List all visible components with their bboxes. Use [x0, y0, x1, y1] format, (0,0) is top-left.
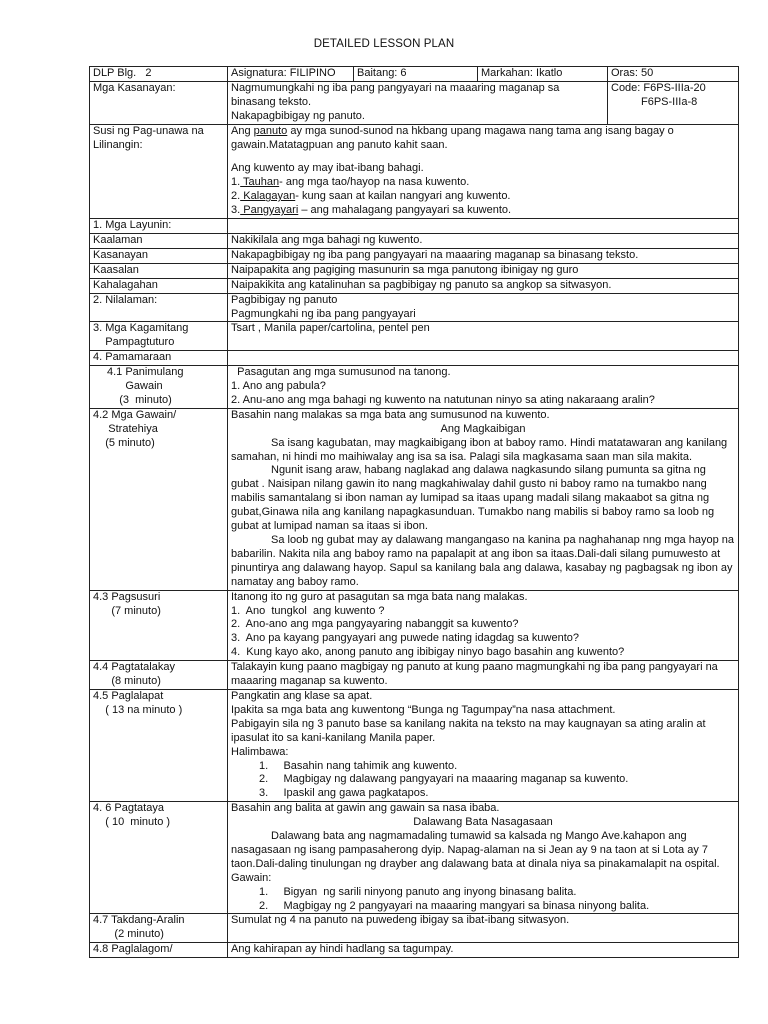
- bahagi-term: Pangyayari: [240, 204, 299, 217]
- panimulang-line: 2. Anu-ano ang mga bahagi ng kuwento na natutunan ninyo sa ating nakaraang aralin?: [231, 393, 655, 406]
- pagsusuri-item: 3. Ano pa kayang pangyayari ang puwede nating idagdag sa kuwento?: [231, 632, 579, 645]
- bahagi-item-2: [231, 190, 735, 204]
- bahagi-item-1: [231, 176, 735, 190]
- kasanayan-line-1: Nagmumungkahi ng iba pang pangyayari na maaaring maganap sa: [231, 81, 560, 94]
- kahalagahan-label: Kahalagahan: [90, 278, 228, 293]
- bahagi-term: Kalagayan: [240, 190, 296, 203]
- gawain-intro: Basahin nang malakas sa mga bata ang sumusunod na kuwento.: [231, 408, 550, 421]
- code-2: F6PS-IIIa-8: [641, 95, 698, 108]
- kahalagahan-text: Naipakikita ang katalinuhan sa pagbibigay ng panuto sa angkop sa sitwasyon.: [228, 278, 739, 293]
- kasanayan-obj-row: [90, 248, 739, 263]
- layunin-row: [90, 219, 739, 234]
- panuto-term: panuto: [253, 124, 288, 137]
- dlp-number: DLP Blg. 2: [90, 67, 228, 82]
- paglalapat-line: Pabigayin sila ng 3 panuto base sa kanilang nakita na teksto na may kaugnayan sa ating aralin at ipasulat ito sa kani-kanilang Manila paper.: [231, 717, 706, 744]
- takdang-text: Sumulat ng 4 na panuto na puwedeng ibigay sa ibat-ibang sitwasyon.: [228, 914, 739, 943]
- bahagi-desc: - kung saan at kailan nangyari ang kuwento.: [295, 190, 511, 203]
- nilalaman-content: [228, 293, 739, 322]
- bahagi-num: 3.: [231, 204, 241, 217]
- pagtataya-content: [228, 802, 739, 914]
- kaalaman-label: Kaalaman: [90, 233, 228, 248]
- paglalapat-line: Pangkatin ang klase sa apat.: [231, 689, 373, 702]
- panimulang-row: [90, 366, 739, 409]
- asignatura: Asignatura: FILIPINO: [228, 67, 354, 82]
- baitang: Baitang: 6: [354, 67, 478, 82]
- pamamaraan-label: 4. Pamamaraan: [90, 351, 228, 366]
- kaasalan-text: Naipapakita ang pagiging masunurin sa mga panutong ibinigay ng guro: [228, 263, 739, 278]
- paglalagom-text: Ang kahirapan ay hindi hadlang sa tagumpay.: [228, 943, 739, 958]
- paglalapat-label: 4.5 Paglalapat ( 13 na minuto ): [90, 689, 228, 801]
- markahan: Markahan: Ikatlo: [478, 67, 608, 82]
- kagamitan-label: 3. Mga Kagamitang Pampagtuturo: [90, 322, 228, 351]
- pagsusuri-row: [90, 590, 739, 661]
- story-paragraph: Ngunit isang araw, habang naglakad ang dalawa nagkasundo silang pumunta sa gitna ng gubat . Naisipan nilang gawin ito nang magkahiwalay dahil gusto ni baboy ramo na tumakbo nang mabilis samantalang si ibon naman ay lumipad sa itaas upang madali silang makaabot sa gitna ng gubat,Ginawa nila ang kanilang napagkasunduan. Tumakbo nang mabilis si baboy ramo sa loob ng gubat at lumipad naman sa itaas si ibon.: [231, 464, 715, 533]
- paglalapat-line: Halimbawa:: [231, 745, 289, 758]
- gawain-item: 1. Bigyan ng sarili ninyong panuto ang inyong binasang balita.: [259, 885, 577, 898]
- susi-row: [90, 124, 739, 218]
- pagtatalakay-text: Talakayin kung paano magbigay ng panuto at kung paano magmungkahi ng iba pang pangyayari na maaaring maganap sa kuwento.: [228, 661, 739, 690]
- gawain-item: 2. Magbigay ng 2 pangyayari na maaaring mangyari sa binasa ninyong balita.: [259, 899, 650, 912]
- bahagi-item-3: [231, 204, 735, 218]
- kasanayan-row: [90, 81, 739, 124]
- page-title: DETAILED LESSON PLAN: [313, 38, 455, 50]
- panuto-def-rest: ay mga sunod-sunod na hkbang upang magawa nang tama ang isang bagay o gawain.Matatagpuan ang panuto kahit saan.: [231, 124, 674, 151]
- nilalaman-line-1: Pagbibigay ng panuto: [231, 293, 338, 306]
- bahagi-num: 1.: [231, 176, 241, 189]
- gawain-heading: Gawain:: [231, 871, 272, 884]
- panuto-def-start: Ang: [231, 124, 254, 137]
- panimulang-line: 1. Ano ang pabula?: [231, 380, 326, 393]
- header-row: [90, 67, 739, 82]
- pamamaraan-row: [90, 351, 739, 366]
- story-title: Ang Magkaibigan: [440, 422, 526, 435]
- kaasalan-row: [90, 263, 739, 278]
- panimulang-content: [228, 366, 739, 409]
- pagtatalakay-label: 4.4 Pagtatalakay (8 minuto): [90, 661, 228, 690]
- paglalagom-label: 4.8 Paglalagom/: [90, 943, 228, 958]
- kasanayan-obj-text: Nakapagbibigay ng iba pang pangyayari na maaaring maganap sa binasang teksto.: [228, 248, 739, 263]
- code-1: Code: F6PS-IIIa-20: [611, 81, 706, 94]
- panimulang-line: Pasagutan ang mga sumusunod na tanong.: [231, 366, 451, 379]
- oras: Oras: 50: [608, 67, 739, 82]
- halimbawa-item: 3. Ipaskil ang gawa pagkatapos.: [259, 787, 429, 800]
- kasanayan-obj-label: Kasanayan: [90, 248, 228, 263]
- kasanayan-label: Mga Kasanayan:: [90, 81, 228, 124]
- panimulang-label: 4.1 Panimulang Gawain (3 minuto): [90, 366, 228, 409]
- layunin-empty: [228, 219, 739, 234]
- pagsusuri-intro: Itanong ito ng guro at pasagutan sa mga bata nang malakas.: [231, 590, 528, 603]
- lesson-plan-table: [89, 66, 739, 958]
- kagamitan-text: Tsart , Manila paper/cartolina, pentel pen: [228, 322, 739, 351]
- susi-content: [228, 124, 739, 218]
- kaasalan-label: Kaasalan: [90, 263, 228, 278]
- paglalapat-row: [90, 689, 739, 801]
- kaalaman-text: Nakikilala ang mga bahagi ng kuwento.: [228, 233, 739, 248]
- nilalaman-row: [90, 293, 739, 322]
- kasanayan-line-3: Nakapagbibigay ng panuto.: [231, 109, 365, 122]
- halimbawa-item: 2. Magbigay ng dalawang pangyayari na maaaring maganap sa kuwento.: [259, 773, 629, 786]
- news-title: Dalawang Bata Nasagasaan: [413, 816, 553, 829]
- bahagi-num: 2.: [231, 190, 241, 203]
- layunin-label: 1. Mga Layunin:: [90, 219, 228, 234]
- pagtataya-intro: Basahin ang balita at gawin ang gawain sa nasa ibaba.: [231, 802, 500, 815]
- panuto-definition: [231, 125, 735, 153]
- pagsusuri-item: 1. Ano tungkol ang kuwento ?: [231, 604, 385, 617]
- kuwento-intro: Ang kuwento ay may ibat-ibang bahagi.: [231, 162, 424, 175]
- kasanayan-line-2: binasang teksto.: [231, 95, 312, 108]
- code-cell: [608, 81, 739, 124]
- pagtatalakay-row: [90, 661, 739, 690]
- story-paragraph: Sa loob ng gubat may ay dalawang mangangaso na kanina pa naghahanap nng mga hayop na babarilin. Nakita nila ang baboy ramo na papalapit at ang ibon sa itaas.Dali-dali silang pumuwesto at pinuntirya ang dalawang hayop. Sapul sa kanilang bala ang dalawa, kasabay ng pagbagsak ng ibon ay namatay ang baboy ramo.: [231, 534, 734, 588]
- kahalagahan-row: [90, 278, 739, 293]
- paglalapat-line: Ipakita sa mga bata ang kuwentong “Bunga ng Tagumpay”na nasa attachment.: [231, 703, 616, 716]
- pagsusuri-label: 4.3 Pagsusuri (7 minuto): [90, 590, 228, 661]
- pagtataya-label: 4. 6 Pagtataya ( 10 minuto ): [90, 802, 228, 914]
- paglalapat-content: [228, 689, 739, 801]
- pagtataya-row: [90, 802, 739, 914]
- takdang-label: 4.7 Takdang-Aralin (2 minuto): [90, 914, 228, 943]
- news-paragraph: Dalawang bata ang nagmamadaling tumawid sa kalsada ng Mango Ave.kahapon ang nasagasaan ng isang pampasaherong dyip. Napag-alaman na si Jean ay 9 na taon at si Lota ay 7 taon.Dali-daling tinulungan ng drayber ang dalawang bata at dinala niya sa pinakamalapit na ospital.: [231, 830, 720, 870]
- paglalagom-row: [90, 943, 739, 958]
- susi-label: Susi ng Pag-unawa na Lilinangin:: [90, 124, 228, 218]
- nilalaman-label: 2. Nilalaman:: [90, 293, 228, 322]
- bahagi-desc: - ang mga tao/hayop na nasa kuwento.: [279, 176, 470, 189]
- bahagi-desc: – ang mahalagang pangyayari sa kuwento.: [298, 204, 512, 217]
- bahagi-term: Tauhan: [240, 176, 280, 189]
- pagsusuri-item: 2. Ano-ano ang mga pangyayaring nabanggit sa kuwento?: [231, 618, 519, 631]
- gawain-content: [228, 408, 739, 590]
- gawain-label: 4.2 Mga Gawain/ Stratehiya (5 minuto): [90, 408, 228, 590]
- halimbawa-item: 1. Basahin nang tahimik ang kuwento.: [259, 759, 458, 772]
- nilalaman-line-2: Pagmungkahi ng iba pang pangyayari: [231, 307, 416, 320]
- pagsusuri-item: 4. Kung kayo ako, anong panuto ang ibibigay ninyo bago basahin ang kuwento?: [231, 646, 625, 659]
- takdang-row: [90, 914, 739, 943]
- story-paragraph: Sa isang kagubatan, may magkaibigang ibon at baboy ramo. Hindi matatawaran ang kanilang samahan, ni hindi mo maihiwalay ang isa sa isa. Palagi sila magkasama saan man sila makita.: [231, 436, 728, 463]
- pagsusuri-content: [228, 590, 739, 661]
- kaalaman-row: [90, 233, 739, 248]
- kasanayan-content: [228, 81, 608, 124]
- pamamaraan-empty: [228, 351, 739, 366]
- kagamitan-row: [90, 322, 739, 351]
- gawain-row: [90, 408, 739, 590]
